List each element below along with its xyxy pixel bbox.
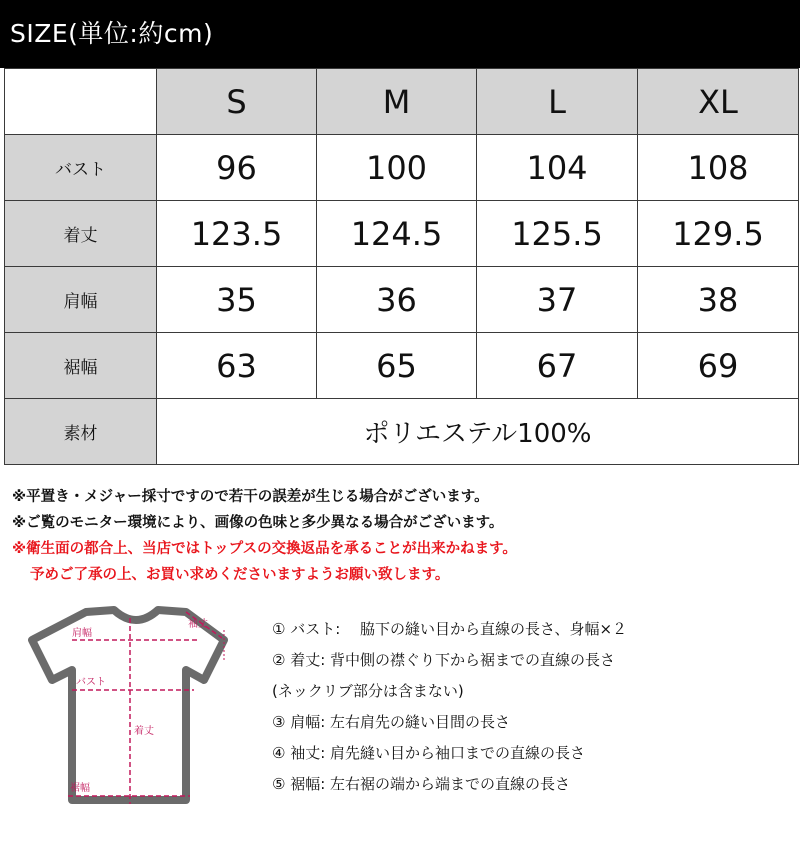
shirt-diagram [18, 600, 250, 816]
row-label-material: 素材 [5, 399, 157, 465]
row-label-shoulder: 肩幅 [5, 267, 157, 333]
table-cell: 123.5 [157, 201, 317, 267]
table-cell: 108 [638, 135, 799, 201]
material-row [5, 399, 799, 465]
row-label-hem: 裾幅 [5, 333, 157, 399]
size-header-l: L [477, 69, 638, 135]
size-header-row [5, 69, 799, 135]
row-label-bust: バスト [5, 135, 157, 201]
table-cell: 125.5 [477, 201, 638, 267]
note-measurement: ※平置き・メジャー採寸ですので若干の誤差が生じる場合がございます。 [12, 489, 489, 505]
table-cell: 65 [317, 333, 477, 399]
label-length: 着丈 [134, 726, 154, 737]
table-row [5, 135, 799, 201]
table-cell: 96 [157, 135, 317, 201]
page-title: SIZE(単位:約cm) [0, 0, 800, 68]
size-header-m: M [317, 69, 477, 135]
notes [12, 484, 517, 588]
table-cell: 63 [157, 333, 317, 399]
table-cell: 67 [477, 333, 638, 399]
table-cell: 36 [317, 267, 477, 333]
tshirt-icon [18, 600, 250, 816]
size-header-xl: XL [638, 69, 799, 135]
definition-hem: ⑤ 裾幅: 左右裾の端から端までの直線の長さ [272, 775, 571, 793]
definition-length: ② 着丈: 背中側の襟ぐり下から裾までの直線の長さ [272, 651, 616, 669]
table-cell: 38 [638, 267, 799, 333]
definition-bust: ① バスト: 脇下の縫い目から直線の長さ、身幅×２ [272, 620, 628, 638]
row-label-length: 着丈 [5, 201, 157, 267]
label-hem: 裾幅 [70, 783, 90, 794]
definition-sleeve: ④ 袖丈: 肩先縫い目から袖口までの直線の長さ [272, 744, 586, 762]
material-value: ポリエステル100% [157, 399, 799, 465]
table-row [5, 333, 799, 399]
size-header-s: S [157, 69, 317, 135]
table-cell: 100 [317, 135, 477, 201]
note-monitor: ※ご覧のモニター環境により、画像の色味と多少異なる場合がございます。 [12, 515, 504, 531]
table-cell: 69 [638, 333, 799, 399]
label-shoulder: 肩幅 [72, 628, 92, 639]
table-cell: 104 [477, 135, 638, 201]
table-cell: 124.5 [317, 201, 477, 267]
table-cell: 129.5 [638, 201, 799, 267]
note-hygiene: ※衛生面の都合上、当店ではトップスの交換返品を承ることが出来かねます。 [12, 541, 517, 557]
header-corner [5, 69, 157, 135]
table-cell: 35 [157, 267, 317, 333]
label-bust: バスト [76, 677, 106, 688]
table-row [5, 267, 799, 333]
table-row [5, 201, 799, 267]
note-acknowledge: 予めご了承の上、お買い求めくださいますようお願い致します。 [30, 567, 450, 583]
measurement-definitions [272, 614, 627, 800]
definition-shoulder: ③ 肩幅: 左右肩先の縫い目間の長さ [272, 713, 511, 731]
definition-length-note: (ネックリブ部分は含まない) [272, 682, 464, 700]
label-sleeve: 袖丈 [188, 619, 208, 630]
size-table [4, 68, 799, 465]
table-cell: 37 [477, 267, 638, 333]
